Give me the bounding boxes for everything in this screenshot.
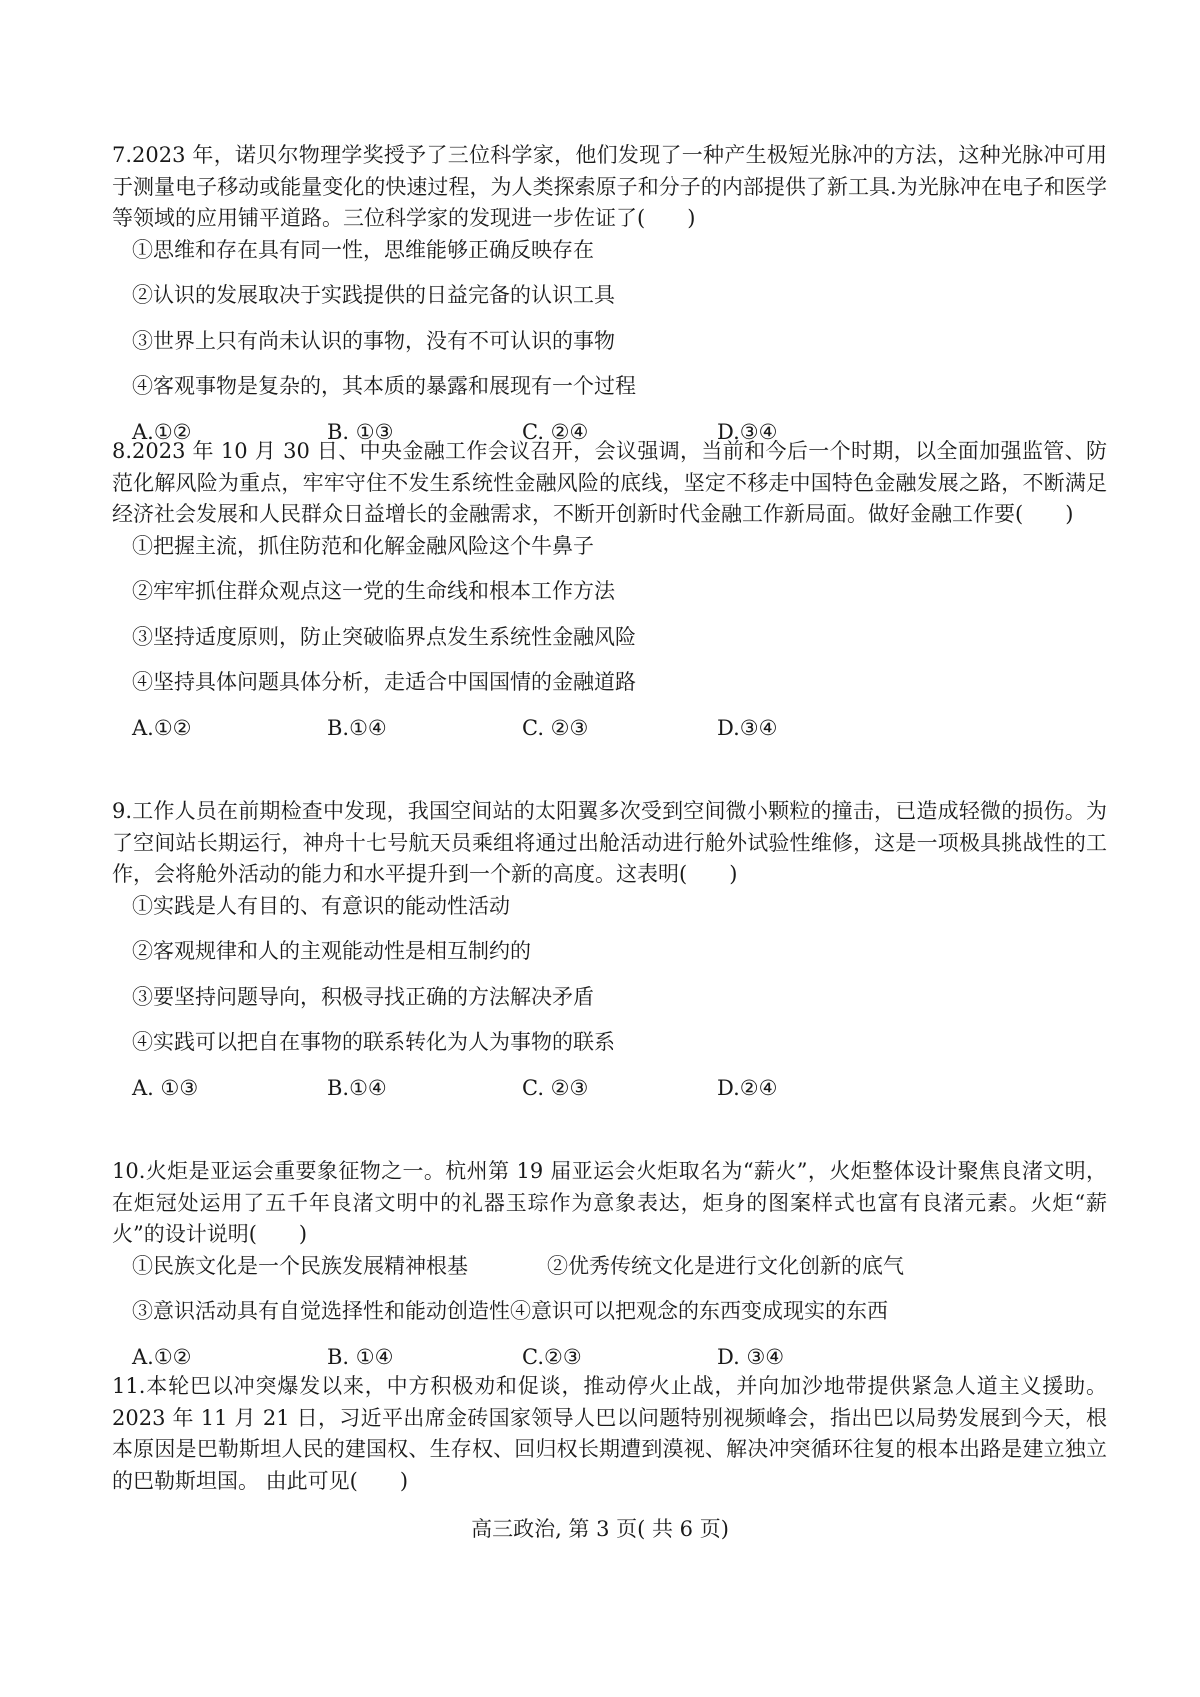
choice-b: B. ①④ [327, 1344, 394, 1369]
option-4: ④意识可以把观念的东西变成现实的东西 [510, 1299, 888, 1323]
option-1: ①民族文化是一个民族发展精神根基 [132, 1253, 468, 1278]
option-1: ①思维和存在具有同一性，思维能够正确反映存在 [132, 237, 594, 262]
question-stem: 7.2023 年，诺贝尔物理学奖授予了三位科学家，他们发现了一种产生极短光脉冲的方法，这种光脉冲可用于测量电子移动或能量变化的快速过程，为人类探索原子和分子的内部提供了新工具.为光脉冲在电子和医学等领域的应用铺平道路。三位科学家的发现进一步佐证了( ) [112, 143, 1107, 230]
option-2: ②优秀传统文化是进行文化创新的底气 [547, 1253, 904, 1278]
page-footer: 高三政治, 第 3 页( 共 6 页) [471, 1517, 729, 1541]
choice-a: A.①② [132, 715, 192, 740]
choice-c: C. ②③ [522, 1075, 589, 1100]
option-4: ④实践可以把自在事物的联系转化为人为事物的联系 [132, 1030, 615, 1054]
option-1: ①实践是人有目的、有意识的能动性活动 [132, 893, 510, 918]
option-2: ②客观规律和人的主观能动性是相互制约的 [132, 939, 531, 963]
question-11 [112, 1371, 1107, 1497]
option-2: ②认识的发展取决于实践提供的日益完备的认识工具 [132, 283, 615, 307]
answer-choices [112, 1342, 1107, 1374]
question-stem: 9.工作人员在前期检查中发现，我国空间站的太阳翼多次受到空间微小颗粒的撞击，已造成轻微的损伤。为了空间站长期运行，神舟十七号航天员乘组将通过出舱活动进行舱外试验性维修，这是一项极具挑战性的工作，会将舱外活动的能力和水平提升到一个新的高度。这表明( ) [112, 799, 1107, 886]
option-1: ①把握主流，抓住防范和化解金融风险这个牛鼻子 [132, 533, 594, 558]
option-2: ②牢牢抓住群众观点这一党的生命线和根本工作方法 [132, 579, 615, 603]
question-8 [112, 436, 1107, 744]
answer-choices [112, 713, 1107, 745]
option-3: ③意识活动具有自觉选择性和能动创造性 [132, 1299, 510, 1323]
choice-c: C. ②④ [522, 419, 589, 444]
choice-b: B.①④ [327, 715, 387, 740]
choice-a: A. ①③ [132, 1075, 199, 1100]
question-stem: 10.火炬是亚运会重要象征物之一。杭州第 19 届亚运会火炬取名为“薪火”，火炬整体设计聚焦良渚文明，在炬冠处运用了五千年良渚文明中的礼器玉琮作为意象表达，炬身的图案样式也富有良渚元素。火炬“薪火”的设计说明( ) [112, 1159, 1107, 1246]
option-4: ④坚持具体问题具体分析，走适合中国国情的金融道路 [132, 670, 636, 694]
option-row-1 [112, 1251, 1107, 1283]
question-stem: 8.2023 年 10 月 30 日、中央金融工作会议召开，会议强调，当前和今后一个时期，以全面加强监管、防范化解风险为重点，牢牢守住不发生系统性金融风险的底线，坚定不移走中国特色金融发展之路，不断满足经济社会发展和人民群众日益增长的金融需求，不断开创新时代金融工作新局面。做好金融工作要( ) [112, 439, 1107, 526]
choice-d: D.③④ [717, 715, 778, 740]
question-9 [112, 796, 1107, 1104]
choice-c: C.②③ [522, 1344, 582, 1369]
choice-d: D.③④ [717, 419, 778, 444]
question-stem: 11.本轮巴以冲突爆发以来，中方积极劝和促谈，推动停火止战，并向加沙地带提供紧急人道主义援助。2023 年 11 月 21 日，习近平出席金砖国家领导人巴以问题特别视频峰会，指出巴以局势发展到今天，根本原因是巴勒斯坦人民的建国权、生存权、回归权长期遭到漠视、解决冲突循环往复的根本出路是建立独立的巴勒斯坦国。 由此可见( ) [112, 1374, 1107, 1493]
option-4: ④客观事物是复杂的，其本质的暴露和展现有一个过程 [132, 374, 636, 398]
choice-b: B.①④ [327, 1075, 387, 1100]
answer-choices [112, 1073, 1107, 1105]
choice-c: C. ②③ [522, 715, 589, 740]
choice-d: D. ③④ [717, 1344, 785, 1369]
choice-a: A.①② [132, 419, 192, 444]
option-3: ③坚持适度原则，防止突破临界点发生系统性金融风险 [132, 624, 636, 649]
choice-b: B. ①③ [327, 419, 394, 444]
question-7 [112, 140, 1107, 448]
option-row-2 [112, 1296, 1107, 1328]
choice-a: A.①② [132, 1344, 192, 1369]
question-10 [112, 1156, 1107, 1373]
option-3: ③世界上只有尚未认识的事物，没有不可认识的事物 [132, 328, 615, 353]
option-3: ③要坚持问题导向，积极寻找正确的方法解决矛盾 [132, 984, 594, 1009]
choice-d: D.②④ [717, 1075, 778, 1100]
